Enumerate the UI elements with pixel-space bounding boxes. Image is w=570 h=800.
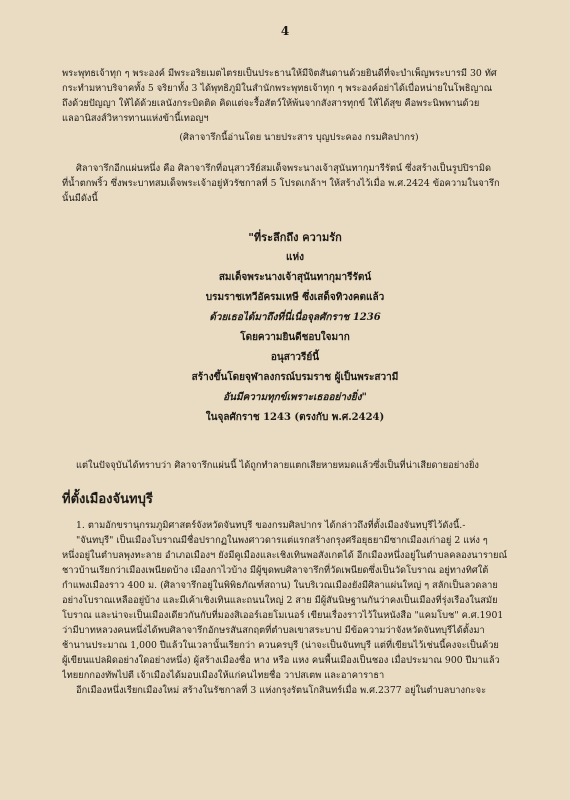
paragraph-4: [62, 518, 536, 698]
text-line: กระทำมหาบริจาคทั้ง 5 จริยาทั้ง 3 ได้พุทธิภูมิในสำนักพระพุทธเจ้าทุก ๆ พระองค์อย่าได้เบื่อหน่ายในโพธิญาณ: [62, 83, 493, 94]
page-number: 4: [280, 24, 290, 38]
text-line: ช้านานประมาณ 1,000 ปีแล้วในเวลานั้นเรียกว่า ควนครบุรี (น่าจะเป็นจันทบุรี แต่ที่เขียนไว้เช่นนี้คงจะเป็นด้วย: [62, 640, 499, 651]
text-line: อย่างโบราณเหลืออยู่บ้าง และมีเค้าเชิงเทินและถนนใหญ่ 2 สาย มีผู้สันนิษฐานกันว่าคงเป็นเมืองที่รุ่งเรืองในสมัย: [62, 595, 498, 606]
inscription-line: แห่ง: [286, 252, 304, 263]
text-line: หนึ่งอยู่ในตำบลพุงทะลาย อำเภอเมืองฯ ยังมีคูเมืองและเชิงเทินพอสังเกตได้ อีกเมืองหนึ่งอยู่ในตำบลคลองนารายณ์: [62, 550, 508, 561]
paragraph-2: [62, 161, 536, 206]
text-line: ชาวบ้านเรียกว่าเมืองเพนียดบ้าง เมืองกาไวบ้าง มีผู้ขุดพบศิลาจารึกที่วัดเพนียดซึ่งเป็นวัดโบราณ อยู่ทางทิศใต้: [62, 565, 489, 576]
paragraph-1: [62, 66, 536, 145]
text-line: ศิลาจารึกอีกแผ่นหนึ่ง คือ ศิลาจารึกที่อนุสาวรีย์สมเด็จพระนางเจ้าสุนันทากุมารีรัตน์ ซึ่งสร้างเป็นรูปปิรามิด: [76, 163, 492, 174]
inscription-line: โดยความยินดีชอบใจมาก: [240, 332, 350, 343]
text-line: ไทยยกกองทัพไปตี เจ้าเมืองได้มอบเมืองให้แก่คนไทยชื่อ วาปสเตพ และอาคาราธา: [62, 670, 385, 681]
text-line: ว่ามีบาทหลวงคนหนึ่งได้พบศิลาจารึกอักษรสันสกฤตที่ตำบลเขาสระบาป มีข้อความว่าจังหวัดจันทบุรีได้ตั้งมา: [62, 625, 485, 636]
text-line: โบราณ และน่าจะเป็นเมืองเดียวกันกับที่มองสิเออร์เอยโมเนอร์ เขียนเรื่องราวไว้ในหนังสือ "แคมโบช" ค.ศ.1901: [62, 610, 504, 621]
inscription-line: บรมราชเทวีอัครมเหษี ซึ่งเสด็จทิวงคตแล้ว: [205, 292, 385, 303]
inscription-line: อนุสาวรีย์นี้: [270, 352, 320, 363]
inscription-line: "ที่ระลึกถึง ความรัก: [248, 231, 342, 244]
inscription-line: ในจุลศักราช 1243 (ตรงกับ พ.ศ.2424): [205, 412, 385, 423]
text-line: 1. ตามอักขรานุกรมภูมิศาสตร์จังหวัดจันทบุรี ของกรมศิลปากร ได้กล่าวถึงที่ตั้งเมืองจันทบุรีไว้ดังนี้.-: [76, 520, 466, 531]
inscription-block: [60, 228, 530, 428]
text-line: แลอานิสงส์วิหารทานแห่งข้านี้เทอญฯ: [62, 113, 209, 124]
text-line: พระพุทธเจ้าทุก ๆ พระองค์ มีพระอริยเมตไตรยเป็นประธานให้มีจิตสันดานด้วยยินดีที่จะบำเพ็ญพระบารมี 30 ทัศ: [62, 68, 497, 79]
text-line: ผู้เขียนแปลผิดอย่างใดอย่างหนึ่ง) ผู้สร้างเมืองชื่อ หาง หรือ แหง คนพื้นเมืองเป็นชอง เมื่อประมาณ 900 ปีมาแล้ว: [62, 655, 500, 666]
text-line: แต่ในปัจจุบันได้ทราบว่า ศิลาจารึกแผ่นนี้ ได้ถูกทำลายแตกเสียหายหมดแล้วซึ่งเป็นที่น่าเสียดายอย่างยิ่ง: [76, 460, 479, 471]
text-line: อีกเมืองหนึ่งเรียกเมืองใหม่ สร้างในรัชกาลที่ 3 แห่งกรุงรัตนโกสินทร์เมื่อ พ.ศ.2377 อยู่ในตำบลบางกะจะ: [76, 685, 487, 696]
section-heading: ที่ตั้งเมืองจันทบุรี: [62, 492, 153, 507]
text-line: ถึงด้วยปัญญา ให้ได้ด้วยเลนังกระบิดติด คิดแต่จะรื้อสัตว์ให้พ้นจากสังสารทุกข์ ให้ได้สุข คือพระนิพพานด้วย: [62, 98, 480, 109]
text-line: "จันทบุรี" เป็นเมืองโบราณมีชื่อปรากฏในพงศาวดารแต่แรกสร้างกรุงศรีอยุธยามีซากเมืองเก่าอยู่ 2 แห่ง ๆ: [76, 535, 488, 546]
paragraph-3: [62, 458, 536, 473]
inscription-line: อันมีความทุกข์เพราะเธออย่างยิ่ง": [223, 392, 367, 403]
text-line: ที่น้ำตกพริ้ว ซึ่งพระบาทสมเด็จพระเจ้าอยู่หัวรัชกาลที่ 5 โปรดเกล้าฯ ให้สร้างไว้เมื่อ พ.ศ.2424 ข้อความในจารึก: [62, 178, 500, 189]
reading-credit: (ศิลาจารึกนี้อ่านโดย นายประสาร บุญประคอง กรมศิลปากร): [179, 132, 419, 143]
inscription-line: สมเด็จพระนางเจ้าสุนันทากุมารีรัตน์: [218, 272, 372, 283]
text-line: กำแพงเมืองราว 400 ม. (ศิลาจารึกอยู่ในพิพิธภัณฑ์สถาน) ในบริเวณเมืองยังมีศิลาแผ่นใหญ่ ๆ สลักเป็นลวดลาย: [62, 580, 498, 591]
inscription-line: สร้างขึ้นโดยจุฬาลงกรณ์บรมราช ผู้เป็นพระสวามี: [191, 372, 399, 383]
text-line: นั้นมีดังนี้: [62, 193, 98, 204]
inscription-line: ด้วยเธอได้มาถึงที่นี่เนื่อจุลศักราช 1236: [209, 312, 381, 323]
